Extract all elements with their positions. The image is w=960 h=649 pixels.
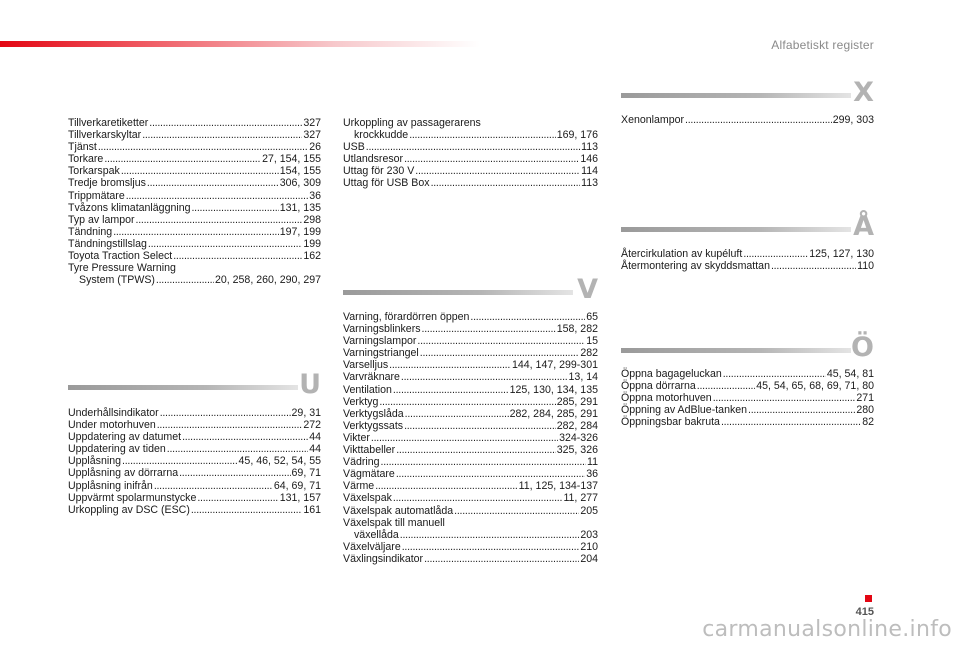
entry-term: USB (343, 141, 365, 154)
leader-dots (192, 202, 279, 214)
entry-pages: 327 (303, 129, 321, 142)
index-column-1-u (68, 407, 321, 516)
entries-u-cont (343, 141, 598, 189)
entry-pages: 205 (580, 504, 598, 517)
leader-dots (179, 467, 290, 479)
entry-term: Växelspak (343, 492, 392, 505)
leader-dots (148, 238, 302, 250)
section-header-oe (621, 332, 874, 365)
entry-pages: 144, 147, 299-301 (511, 359, 598, 372)
entry-term: Vädring (343, 456, 380, 469)
entries-v-cont (343, 541, 598, 565)
entry-pages: 271 (856, 392, 874, 405)
index-entry (68, 467, 321, 479)
index-entry (68, 177, 321, 189)
entry-term: Uppdatering av tiden (68, 443, 166, 456)
entry-pages: 13, 14 (568, 371, 598, 384)
index-column-3-aa (621, 248, 874, 272)
leader-dots (723, 368, 826, 380)
entry-term: Verktygslåda (343, 407, 404, 420)
entry-term: Varningslampor (343, 335, 417, 348)
leader-dots (405, 408, 509, 420)
leader-dots (470, 311, 585, 323)
leader-dots (771, 260, 856, 272)
page-header-title: Alfabetiskt register (771, 38, 874, 52)
leader-dots (396, 468, 585, 480)
index-entry (343, 384, 598, 396)
entry-term: Värme (343, 480, 375, 493)
leader-dots (98, 141, 308, 153)
entry-pages: 44 (309, 443, 321, 456)
leader-dots (697, 380, 755, 392)
index-entry (343, 335, 598, 347)
leader-dots (136, 214, 303, 226)
entry-term: Verktygssats (343, 419, 404, 432)
entry-pages: 125, 127, 130 (809, 248, 874, 260)
entry-first-line: Växelspak till manuell (343, 516, 445, 529)
entry-pages: 154, 155 (279, 165, 321, 178)
section-divider-bar (621, 93, 851, 98)
index-entry (68, 190, 321, 202)
section-letter: X (853, 77, 874, 108)
index-entry (343, 153, 598, 165)
entry-pages: 45, 46, 52, 54, 55 (238, 455, 321, 468)
entry-term: Öppningsbar bakruta (621, 416, 720, 429)
entry-pages: 146 (580, 153, 598, 166)
entry-term: Upplåsning (68, 455, 122, 468)
entry-pages: 197, 199 (279, 225, 321, 238)
entry-pages: 325, 326 (556, 444, 598, 457)
entry-pages: 282 (580, 347, 598, 360)
entry-pages: 110 (857, 260, 874, 273)
leader-dots (160, 407, 291, 419)
leader-dots (375, 480, 517, 492)
entry-term: Växelspak automatlåda (343, 504, 454, 517)
section-divider-bar (621, 348, 851, 353)
leader-dots (157, 419, 303, 431)
leader-dots (401, 371, 568, 383)
entry-pages: 113 (581, 141, 598, 154)
entry-pages: 210 (580, 540, 598, 553)
index-entry (621, 248, 874, 260)
page-marker (865, 595, 872, 602)
entry-pages: 11, 125, 134-137 (518, 480, 598, 493)
entry-first-line: Urkoppling av passagerarens (343, 117, 481, 129)
leader-dots (404, 420, 556, 432)
entry-pages: 203 (580, 528, 598, 541)
entry-pages: 306, 309 (279, 177, 321, 190)
entry-term: Tvåzons klimatanläggning (68, 201, 191, 214)
leader-dots (366, 141, 580, 153)
entry-pages: 64, 69, 71 (273, 479, 321, 492)
entry-term: Växelväljare (343, 540, 401, 553)
header-accent-bar (0, 41, 480, 47)
entry-term: Upplåsning av dörrarna (68, 467, 179, 480)
entry-pages: 69, 71 (291, 467, 321, 480)
index-entry (621, 260, 874, 272)
leader-dots (743, 248, 808, 260)
entry-pages: 282, 284 (556, 419, 598, 432)
index-entry (621, 380, 874, 392)
index-entry (343, 141, 598, 153)
index-entry (343, 347, 598, 359)
entry-term: Utlandsresor (343, 153, 404, 166)
leader-dots (396, 444, 556, 456)
leader-dots (409, 129, 556, 141)
section-divider-bar (621, 227, 851, 232)
index-column-3-oe (621, 368, 874, 428)
leader-dots (685, 114, 832, 126)
entries-u (68, 407, 321, 516)
entry-pages: 324-326 (559, 431, 598, 444)
section-header-aa (621, 211, 874, 244)
leader-dots (420, 347, 580, 359)
index-entry (343, 468, 598, 480)
entry-term: Varvräknare (343, 371, 400, 384)
entry-pages: 36 (586, 468, 598, 481)
entry-term: System (TPWS) (79, 274, 155, 287)
leader-dots (417, 335, 585, 347)
index-entry (343, 553, 598, 565)
entry-pages: 65 (586, 311, 598, 323)
entry-term: Uppdatering av datumet (68, 431, 182, 444)
index-entry (343, 323, 598, 335)
entry-term: Torkarspak (68, 165, 120, 178)
entry-pages: 158, 282 (556, 323, 598, 336)
leader-dots (113, 226, 279, 238)
entry-term: Verktyg (343, 395, 379, 408)
entry-term: Uppvärmt spolarmunstycke (68, 491, 197, 504)
index-entry (68, 250, 321, 262)
leader-dots (404, 153, 579, 165)
leader-dots (402, 541, 580, 553)
entries-v (343, 311, 598, 517)
page-number: 415 (855, 606, 874, 618)
entry-term: Torkare (68, 153, 104, 166)
index-entry (621, 368, 874, 380)
entry-pages: 204 (580, 552, 598, 565)
leader-dots (156, 274, 214, 286)
leader-dots (371, 432, 558, 444)
entry-term: krockkudde (354, 129, 409, 142)
entry-term: Uttag för 230 V (343, 165, 415, 178)
index-entry (68, 141, 321, 153)
entry-pages: 82 (862, 416, 874, 429)
entry-term: Ventilation (343, 383, 392, 396)
leader-dots (182, 431, 308, 443)
leader-dots (389, 359, 511, 371)
leader-dots (167, 443, 308, 455)
index-entry (68, 153, 321, 165)
entry-term: Uttag för USB Box (343, 177, 430, 190)
section-letter: Ö (851, 332, 874, 363)
section-letter: Å (853, 211, 874, 242)
entry-term: Återcirkulation av kupéluft (621, 248, 743, 260)
index-entry (68, 419, 321, 431)
entry-pages: 299, 303 (832, 114, 874, 126)
index-entry (343, 177, 598, 189)
entry-pages: 44 (309, 431, 321, 444)
entry-pages: 162 (303, 250, 321, 263)
entry-term: Växlingsindikator (343, 552, 424, 565)
index-entry (343, 529, 598, 541)
leader-dots (400, 529, 580, 541)
index-entry (343, 129, 598, 141)
leader-dots (147, 177, 279, 189)
section-letter: U (299, 369, 321, 400)
section-header-u (68, 369, 321, 402)
entry-term: Underhållsindikator (68, 407, 159, 419)
entries-aa (621, 248, 874, 272)
entry-term: Tillverkarskyltar (68, 129, 142, 142)
leader-dots (197, 492, 278, 504)
entry-term: Upplåsning inifrån (68, 479, 153, 492)
leader-dots (191, 504, 302, 516)
leader-dots (173, 250, 302, 262)
entry-term: Öppna bagageluckan (621, 368, 722, 380)
entry-pages: 27, 154, 155 (262, 153, 321, 166)
leader-dots (415, 165, 580, 177)
entry-pages: 169, 176 (556, 129, 598, 142)
entry-term: Öppna motorhuven (621, 392, 712, 405)
entry-pages: 45, 54, 81 (826, 368, 874, 380)
entry-pages: 272 (303, 419, 321, 432)
leader-dots (104, 153, 261, 165)
index-entry (68, 165, 321, 177)
index-entry (68, 443, 321, 455)
index-column-2-v (343, 311, 598, 565)
entry-pages: 11 (587, 456, 598, 469)
entry-pages: 199 (303, 237, 321, 250)
index-entry (343, 480, 598, 492)
entry-term: Varselljus (343, 359, 389, 372)
entry-term: Återmontering av skyddsmattan (621, 260, 770, 273)
index-entry (343, 359, 598, 371)
index-entry (343, 444, 598, 456)
index-entry (621, 392, 874, 404)
entry-pages: 36 (309, 189, 321, 202)
leader-dots (748, 404, 855, 416)
index-entry (68, 214, 321, 226)
entry-pages: 15 (586, 335, 598, 348)
entry-pages: 131, 135 (279, 201, 321, 214)
entry-term: Urkoppling av DSC (ESC) (68, 503, 190, 516)
entry-term: Toyota Traction Select (68, 250, 173, 263)
index-entry (68, 492, 321, 504)
section-divider-bar (68, 385, 298, 390)
entry-pages: 20, 258, 260, 290, 297 (214, 274, 321, 287)
leader-dots (393, 492, 563, 504)
index-entry (68, 504, 321, 516)
leader-dots (379, 396, 555, 408)
entry-term: Varningsblinkers (343, 323, 421, 336)
leader-dots (454, 505, 579, 517)
leader-dots (149, 117, 302, 129)
entry-term: Trippmätare (68, 189, 125, 202)
index-entry (343, 420, 598, 432)
entries-x (621, 114, 874, 126)
index-entry (343, 432, 598, 444)
entry-pages: 26 (309, 141, 321, 154)
index-entry (68, 226, 321, 238)
section-letter: V (577, 274, 598, 305)
index-entry (68, 202, 321, 214)
index-column-2 (343, 117, 598, 190)
leader-dots (126, 190, 308, 202)
section-header-x (621, 77, 874, 110)
entry-term: Varningstriangel (343, 347, 419, 360)
leader-dots (142, 129, 302, 141)
index-entry (343, 165, 598, 177)
index-entry (621, 416, 874, 428)
entry-term: Öppna dörrarna (621, 380, 696, 393)
entry-term: Vikter (343, 431, 370, 444)
section-divider-bar (343, 290, 573, 295)
entry-pages: 161 (303, 503, 321, 516)
entries-oe (621, 368, 874, 428)
index-entry (343, 396, 598, 408)
entry-pages: 280 (856, 404, 874, 417)
index-entry (621, 404, 874, 416)
index-entry (343, 408, 598, 420)
index-entry (343, 311, 598, 323)
leader-dots (424, 553, 579, 565)
leader-dots (122, 455, 238, 467)
entry-first-line: Tyre Pressure Warning (68, 262, 176, 275)
leader-dots (422, 323, 556, 335)
entries-t (68, 117, 321, 262)
entry-pages: 125, 130, 134, 135 (509, 383, 598, 396)
index-entry (621, 114, 874, 126)
index-entry (68, 480, 321, 492)
entry-pages: 114 (581, 165, 598, 178)
entry-term: Tillverkaretiketter (68, 117, 149, 129)
entry-term: Vikttabeller (343, 444, 396, 457)
leader-dots (393, 384, 509, 396)
index-entry (68, 274, 321, 286)
entry-term: Tredje bromsljus (68, 177, 146, 190)
leader-dots (121, 165, 279, 177)
entry-term: Tändning (68, 225, 113, 238)
entry-term: Under motorhuven (68, 419, 156, 432)
entry-term: Typ av lampor (68, 213, 135, 226)
leader-dots (431, 177, 581, 189)
leader-dots (713, 392, 856, 404)
section-header-v (343, 274, 598, 307)
entry-term: Tjänst (68, 141, 97, 154)
entry-pages: 285, 291 (556, 395, 598, 408)
index-entry (343, 456, 598, 468)
entry-term: växellåda (354, 528, 399, 541)
leader-dots (154, 480, 273, 492)
index-entry (343, 492, 598, 504)
index-entry (68, 455, 321, 467)
entry-term: Öppning av AdBlue-tanken (621, 404, 748, 417)
index-entry (343, 541, 598, 553)
index-entry (68, 117, 321, 129)
index-entry (68, 238, 321, 250)
index-entry (68, 431, 321, 443)
watermark: carmanualsonline.info (702, 617, 952, 642)
entry-pages: 11, 277 (563, 492, 598, 505)
entry-pages: 45, 54, 65, 68, 69, 71, 80 (756, 380, 874, 393)
leader-dots (721, 416, 861, 428)
entry-term: Vägmätare (343, 468, 395, 481)
entry-term: Varning, förardörren öppen (343, 311, 470, 323)
leader-dots (381, 456, 586, 468)
entry-pages: 113 (581, 177, 598, 190)
entry-term: Tändningstillslag (68, 237, 147, 250)
index-column-1 (68, 117, 321, 286)
index-entry (68, 129, 321, 141)
index-entry (343, 371, 598, 383)
entry-term: Xenonlampor (621, 114, 685, 126)
entry-pages: 298 (303, 213, 321, 226)
entry-pages: 29, 31 (291, 407, 321, 419)
index-entry (68, 407, 321, 419)
entry-pages: 282, 284, 285, 291 (509, 407, 598, 420)
entry-pages: 131, 157 (279, 491, 321, 504)
entry-pages: 327 (303, 117, 321, 129)
index-entry (343, 505, 598, 517)
index-column-3-x (621, 114, 874, 126)
